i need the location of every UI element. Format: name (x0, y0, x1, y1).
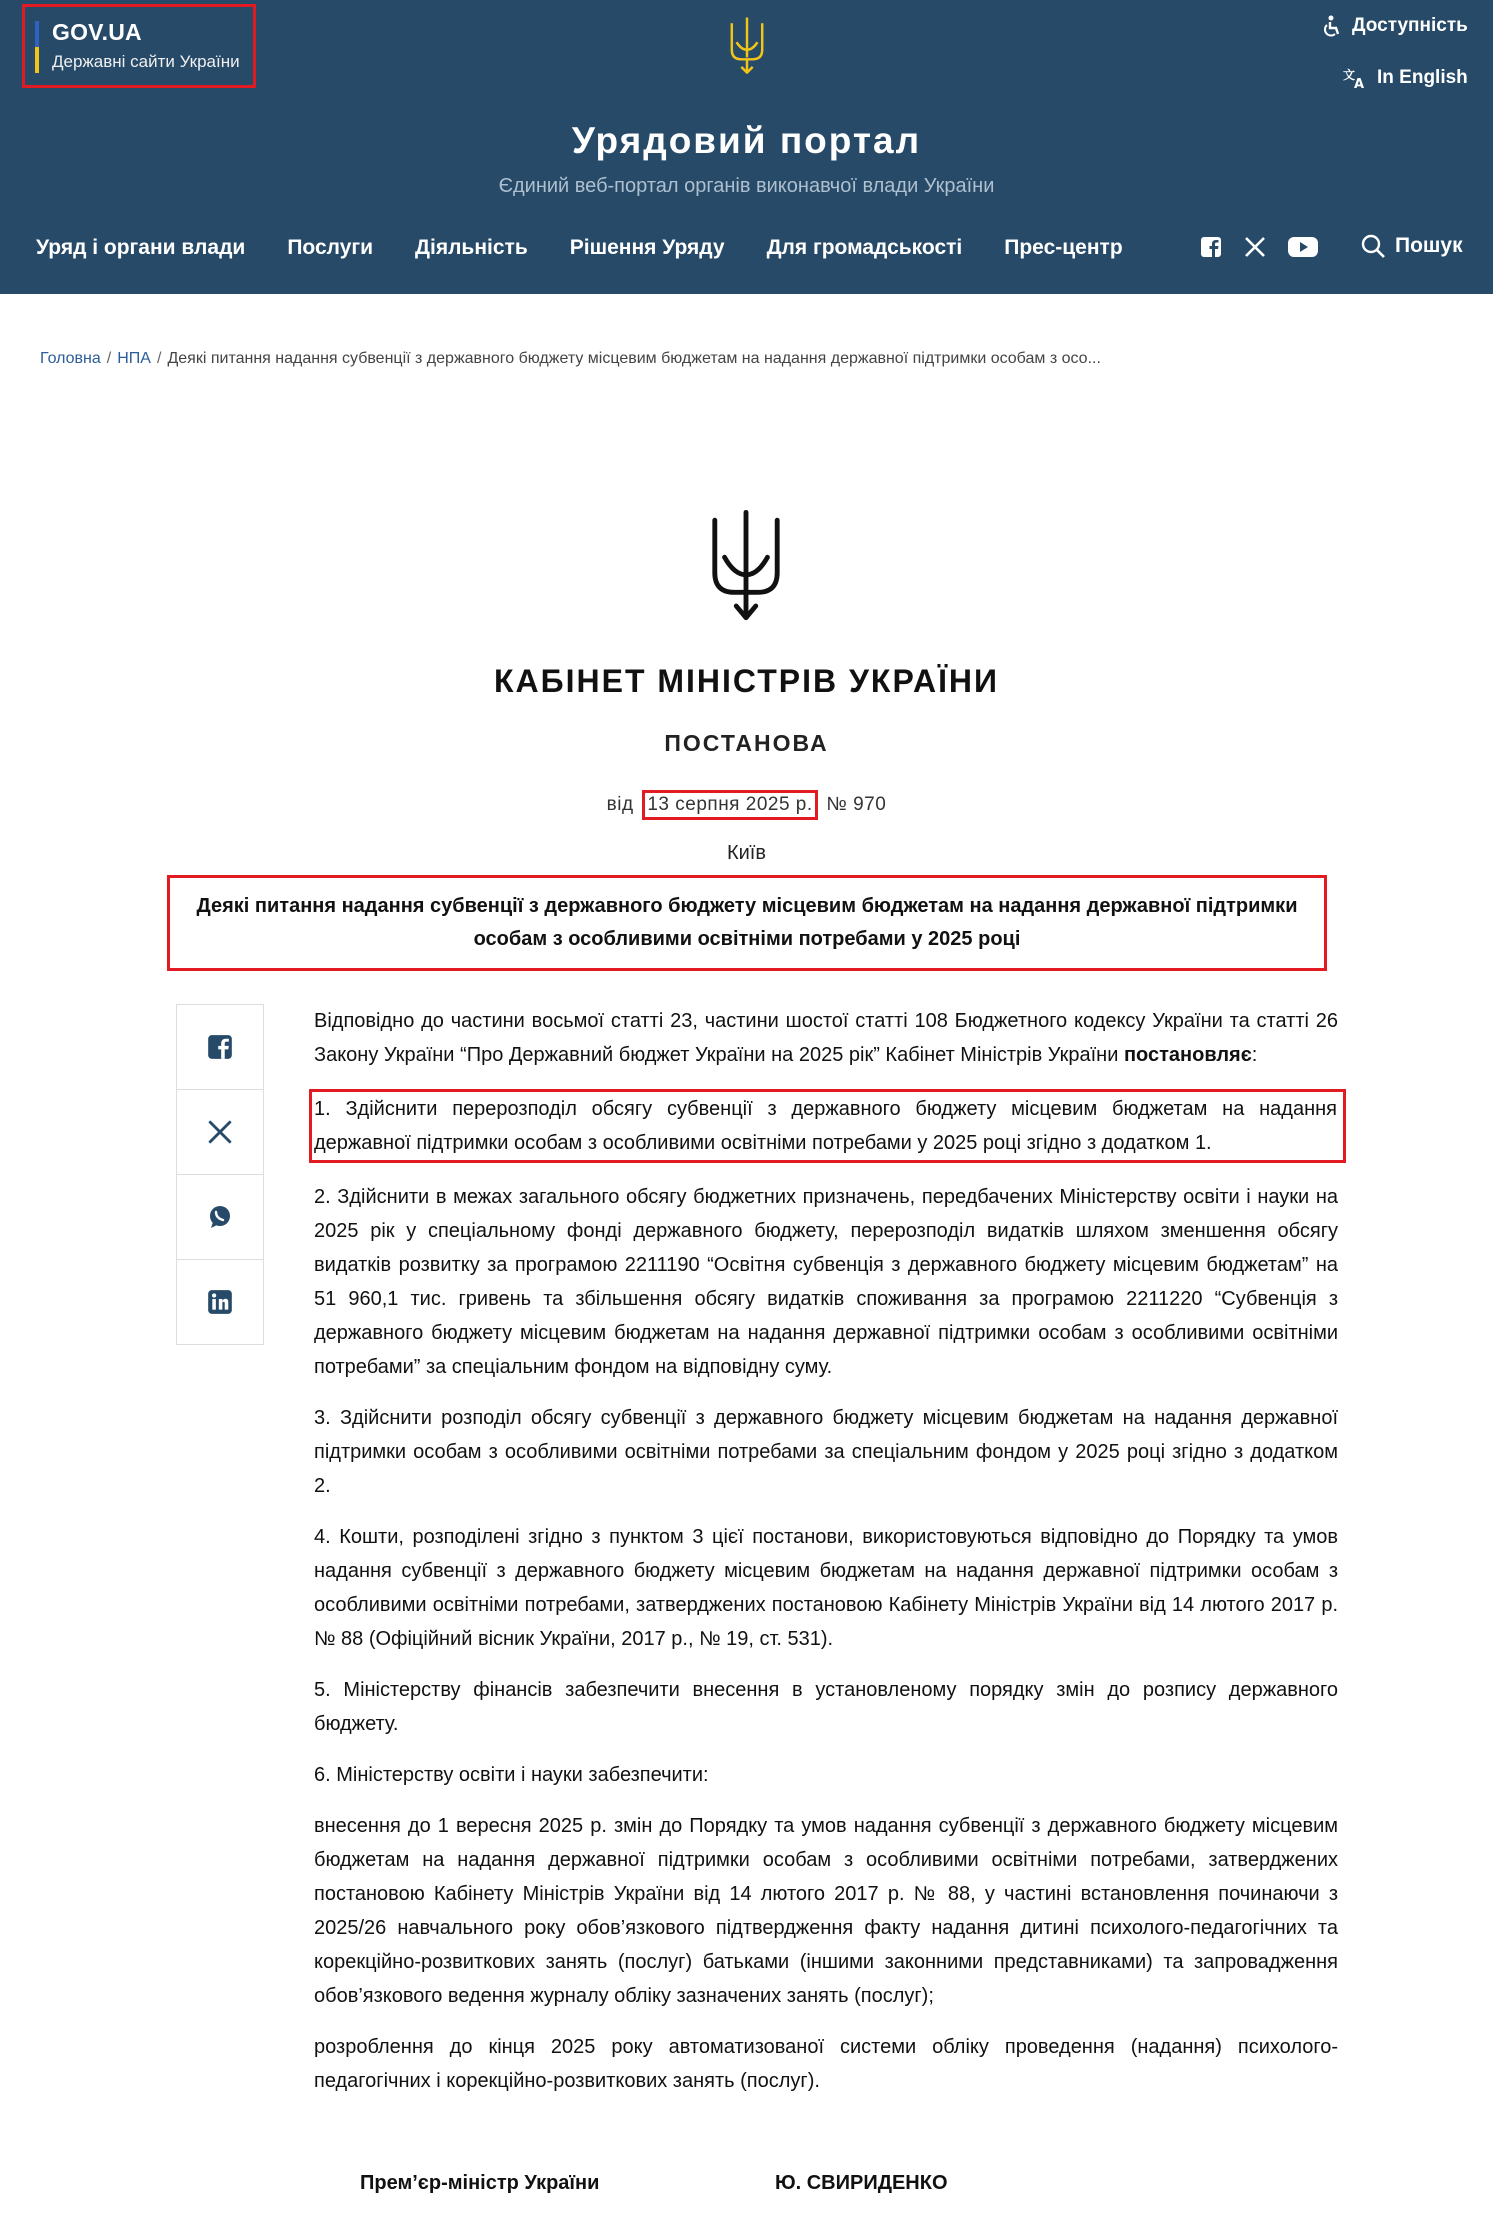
document-city: Київ (726, 842, 766, 864)
share-facebook-button[interactable] (177, 1005, 263, 1090)
search-button[interactable] (1361, 234, 1463, 258)
document-date: 13 серпня 2025 р. (642, 790, 817, 820)
document-number: № 970 (826, 794, 887, 815)
document-paragraph-3: 3. Здійснити розподіл обсягу субвенції з державного бюджету місцевим бюджетам на надання державної підтримки особам з особливими освітніми потребами за спеціальним фондом у 2025 році згідно з додатком 2. (314, 1407, 1338, 1497)
share-x-button[interactable] (177, 1090, 263, 1175)
document-paragraph-6b: розроблення до кінця 2025 року автоматизованої системи обліку проведення (надання) психолого-педагогічних і корекційно-розвиткових занять (послуг). (314, 2036, 1338, 2092)
x-icon (207, 1119, 233, 1145)
search-icon (1361, 234, 1385, 258)
date-prefix: від (606, 794, 634, 815)
main-nav (36, 236, 1123, 260)
portal-subtitle: Єдиний веб-портал органів виконавчої влади України (498, 175, 995, 197)
facebook-icon[interactable] (1200, 236, 1222, 258)
english-link[interactable] (1343, 67, 1468, 89)
accessibility-icon (1322, 15, 1342, 37)
breadcrumb: Головна / НПА / Деякі питання надання субвенції з державного бюджету місцевим бюджетам на надання державної підтримки особам з осо... (40, 350, 1101, 367)
document-type: ПОСТАНОВА (664, 730, 829, 756)
whatsapp-icon (207, 1204, 233, 1230)
document-paragraph-2: 2. Здійснити в межах загального обсягу бюджетних призначень, передбачених Міністерству освіти і науки на 2025 рік у спеціальному фонді державного бюджету, перерозподіл видатків шляхом зменшення обсягу видатків розвитку за програмою 2211190 “Освітня субвенція з державного бюджету місцевим бюджетам” на 51 960,1 тис. гривень та збільшення обсягу видатків споживання за програмою 2211220 “Субвенція з державного бюджету місцевим бюджетам на надання державної підтримки особам з особливими освітніми потребами” за спеціальним фондом на відповідну суму. (314, 1186, 1338, 1378)
portal-title[interactable]: Урядовий портал (571, 120, 922, 161)
intro-decision-word: постановляє (1123, 1044, 1252, 1066)
nav-item-public[interactable]: Для громадськості (766, 236, 963, 259)
svg-text:A: A (1354, 77, 1365, 89)
breadcrumb-current: Деякі питання надання субвенції з державного бюджету місцевим бюджетам на надання державної підтримки особам з осо... (167, 350, 1101, 367)
nav-item-activity[interactable]: Діяльність (415, 236, 528, 259)
govua-subtitle: Державні сайти України (52, 52, 240, 71)
youtube-icon[interactable] (1288, 236, 1318, 258)
nav-item-press[interactable]: Прес-центр (1004, 236, 1123, 259)
share-whatsapp-button[interactable] (177, 1175, 263, 1260)
govua-link[interactable] (22, 4, 256, 88)
signer-title: Прем’єр-міністр України (360, 2172, 600, 2194)
nav-item-services[interactable]: Послуги (287, 236, 374, 259)
trident-icon[interactable] (728, 14, 766, 78)
document-date-line (0, 790, 1493, 820)
flag-bar (35, 21, 39, 73)
share-linkedin-button[interactable] (177, 1260, 263, 1344)
breadcrumb-npa[interactable]: НПА (117, 350, 151, 367)
site-header (0, 0, 1493, 294)
document-paragraph-6a: внесення до 1 вересня 2025 р. змін до Порядку та умов надання субвенції з державного бюджету місцевим бюджетам на надання державної підтримки особам з особливими освітніми потребами, затверджених постановою Кабінету Міністрів України від 14 лютого 2017 р. № 88, у частині встановлення починаючи з 2025/26 навчального року обов’язкового підтвердження факту надання дитині психолого-педагогічних та корекційно-розвиткових занять (послуг) батьками (іншими законними представниками) та запровадження обов’язкового ведення журналу обліку зазначених занять (послуг); (314, 1815, 1338, 2007)
accessibility-label: Доступність (1352, 15, 1468, 36)
nav-item-government[interactable]: Уряд і органи влади (36, 236, 246, 259)
trident-icon (707, 508, 785, 626)
signer-name: Ю. СВИРИДЕНКО (775, 2172, 948, 2194)
accessibility-button[interactable] (1322, 15, 1468, 37)
document-paragraph-1: 1. Здійснити перерозподіл обсягу субвенції з державного бюджету місцевим бюджетам на надання державної підтримки особам з особливими освітніми потребами у 2025 році згідно з додатком 1. (309, 1089, 1346, 1163)
govua-title: GOV.UA (52, 19, 142, 45)
document-intro: Відповідно до частини восьмої статті 23, частини шостої статті 108 Бюджетного кодексу України та статті 26 Закону України “Про Державний бюджет України на 2025 рік” Кабінет Міністрів України постановляє: (314, 1010, 1338, 1066)
x-icon[interactable] (1244, 236, 1266, 258)
document-paragraph-4: 4. Кошти, розподілені згідно з пунктом 3 цієї постанови, використовуються відповідно до Порядку та умов надання субвенції з державного бюджету місцевим бюджетам на надання державної підтримки особам з особливими освітніми потребами, затверджених постановою Кабінету Міністрів України від 14 лютого 2017 р. № 88 (Офіційний вісник України, 2017 р., № 19, ст. 531). (314, 1526, 1338, 1650)
document-authority: КАБІНЕТ МІНІСТРІВ УКРАЇНИ (493, 663, 1000, 699)
search-label: Пошук (1395, 234, 1463, 257)
document-paragraph-6: 6. Міністерству освіти і науки забезпечити: (314, 1764, 709, 1786)
english-label: In English (1377, 67, 1468, 88)
breadcrumb-home[interactable]: Головна (40, 350, 101, 367)
nav-item-decisions[interactable]: Рішення Уряду (569, 236, 725, 259)
translate-icon (1343, 67, 1367, 89)
svg-text:文: 文 (1343, 68, 1356, 82)
share-panel (176, 1004, 264, 1345)
document-paragraph-5: 5. Міністерству фінансів забезпечити внесення в установленому порядку змін до розпису державного бюджету. (314, 1679, 1338, 1735)
document-body (314, 1004, 1338, 2115)
social-links (1200, 236, 1318, 258)
linkedin-icon (207, 1289, 233, 1315)
facebook-icon (207, 1034, 233, 1060)
document-title: Деякі питання надання субвенції з державного бюджету місцевим бюджетам на надання державної підтримки особам з особливими освітніми потребами у 2025 році (167, 875, 1327, 971)
